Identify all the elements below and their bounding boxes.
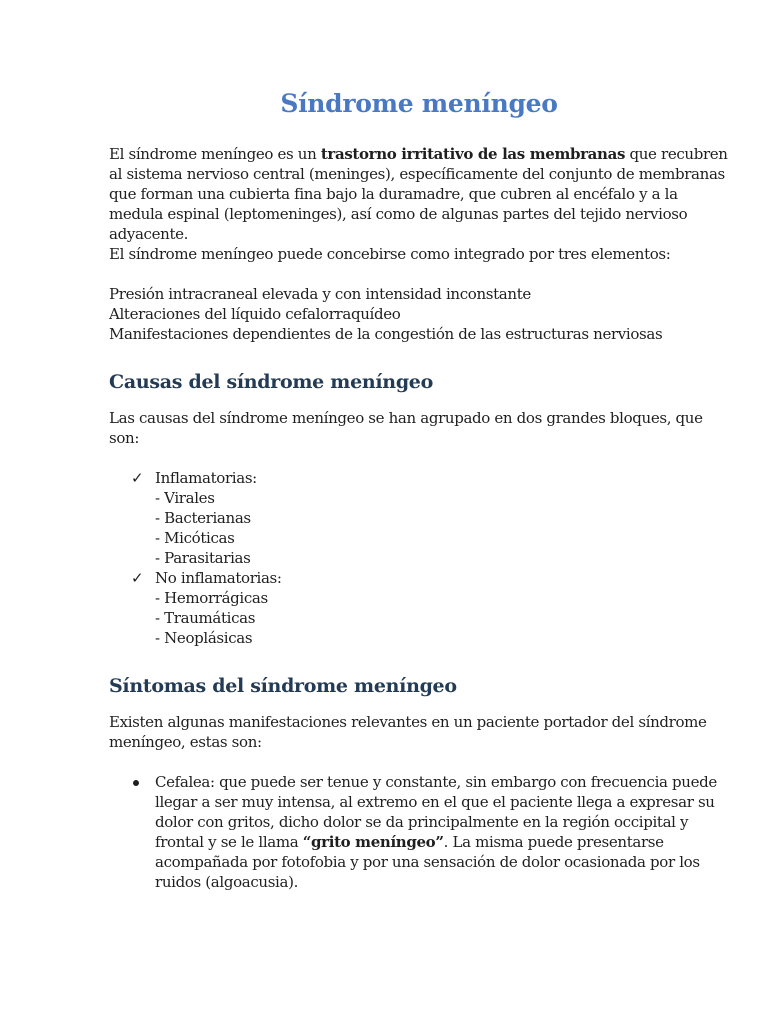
cause-sub-item: - Bacterianas <box>155 509 251 527</box>
symptom-text <box>155 772 729 892</box>
cause-sub-item: - Neoplásicas <box>155 629 253 647</box>
symptom-text-2: . La misma puede presentarse acompañada por fotofobia y por una sensación de dolor ocasionada por los ruidos (algoacusia). <box>155 833 700 891</box>
cause-group-label: Inflamatorias: <box>155 469 257 487</box>
checkmark-icon: ✓ <box>131 469 144 487</box>
symptom-bold-text: “grito meníngeo” <box>302 833 444 851</box>
intro-text-1: El síndrome meníngeo es un <box>109 145 321 163</box>
elements-list <box>109 284 729 344</box>
symptoms-list <box>131 772 729 892</box>
symptoms-heading: Síntomas del síndrome meníngeo <box>109 675 457 697</box>
intro-line-2: El síndrome meníngeo puede concebirse como integrado por tres elementos: <box>109 245 671 263</box>
intro-paragraph <box>109 144 729 244</box>
causes-intro: Las causas del síndrome meníngeo se han agrupado en dos grandes bloques, que son: <box>109 409 703 447</box>
causes-heading: Causas del síndrome meníngeo <box>109 371 433 393</box>
element-item: Alteraciones del líquido cefalorraquídeo <box>109 305 401 323</box>
causes-list <box>131 468 729 648</box>
element-item: Presión intracraneal elevada y con intensidad inconstante <box>109 285 531 303</box>
cause-group-inflammatory <box>131 468 729 568</box>
checkmark-icon: ✓ <box>131 569 144 587</box>
symptom-text-1: Cefalea: que puede ser tenue y constante, sin embargo con frecuencia puede llegar a ser muy intensa, al extremo en el que el paciente llega a expresar su dolor con gritos, dicho dolor se da principalmente en la región occipital y frontal y se le llama <box>155 773 717 851</box>
intro-bold-text: trastorno irritativo de las membranas <box>320 145 626 163</box>
cause-sub-item: - Traumáticas <box>155 609 256 627</box>
cause-sub-item: - Hemorrágicas <box>155 589 268 607</box>
intro-text-2: que recubren al sistema nervioso central (meninges), específicamente del conjunto de membranas que forman una cubierta fina bajo la duramadre, que cubren al encéfalo y a la medula espinal (leptomeninges), así como de algunas partes del tejido nervioso adyacente. <box>109 145 728 243</box>
cause-sub-item: - Micóticas <box>155 529 235 547</box>
symptom-item-cefalea <box>131 772 729 892</box>
page-title: Síndrome meníngeo <box>280 89 558 118</box>
document-page <box>109 86 729 892</box>
cause-sub-item: - Virales <box>155 489 215 507</box>
cause-sub-item: - Parasitarias <box>155 549 251 567</box>
cause-group-non-inflammatory <box>131 568 729 648</box>
cause-group-label: No inflamatorias: <box>155 569 282 587</box>
intro-section <box>109 144 729 264</box>
symptoms-intro: Existen algunas manifestaciones relevantes en un paciente portador del síndrome meníngeo, estas son: <box>109 713 707 751</box>
element-item: Manifestaciones dependientes de la congestión de las estructuras nerviosas <box>109 325 663 343</box>
bullet-icon <box>133 780 139 786</box>
